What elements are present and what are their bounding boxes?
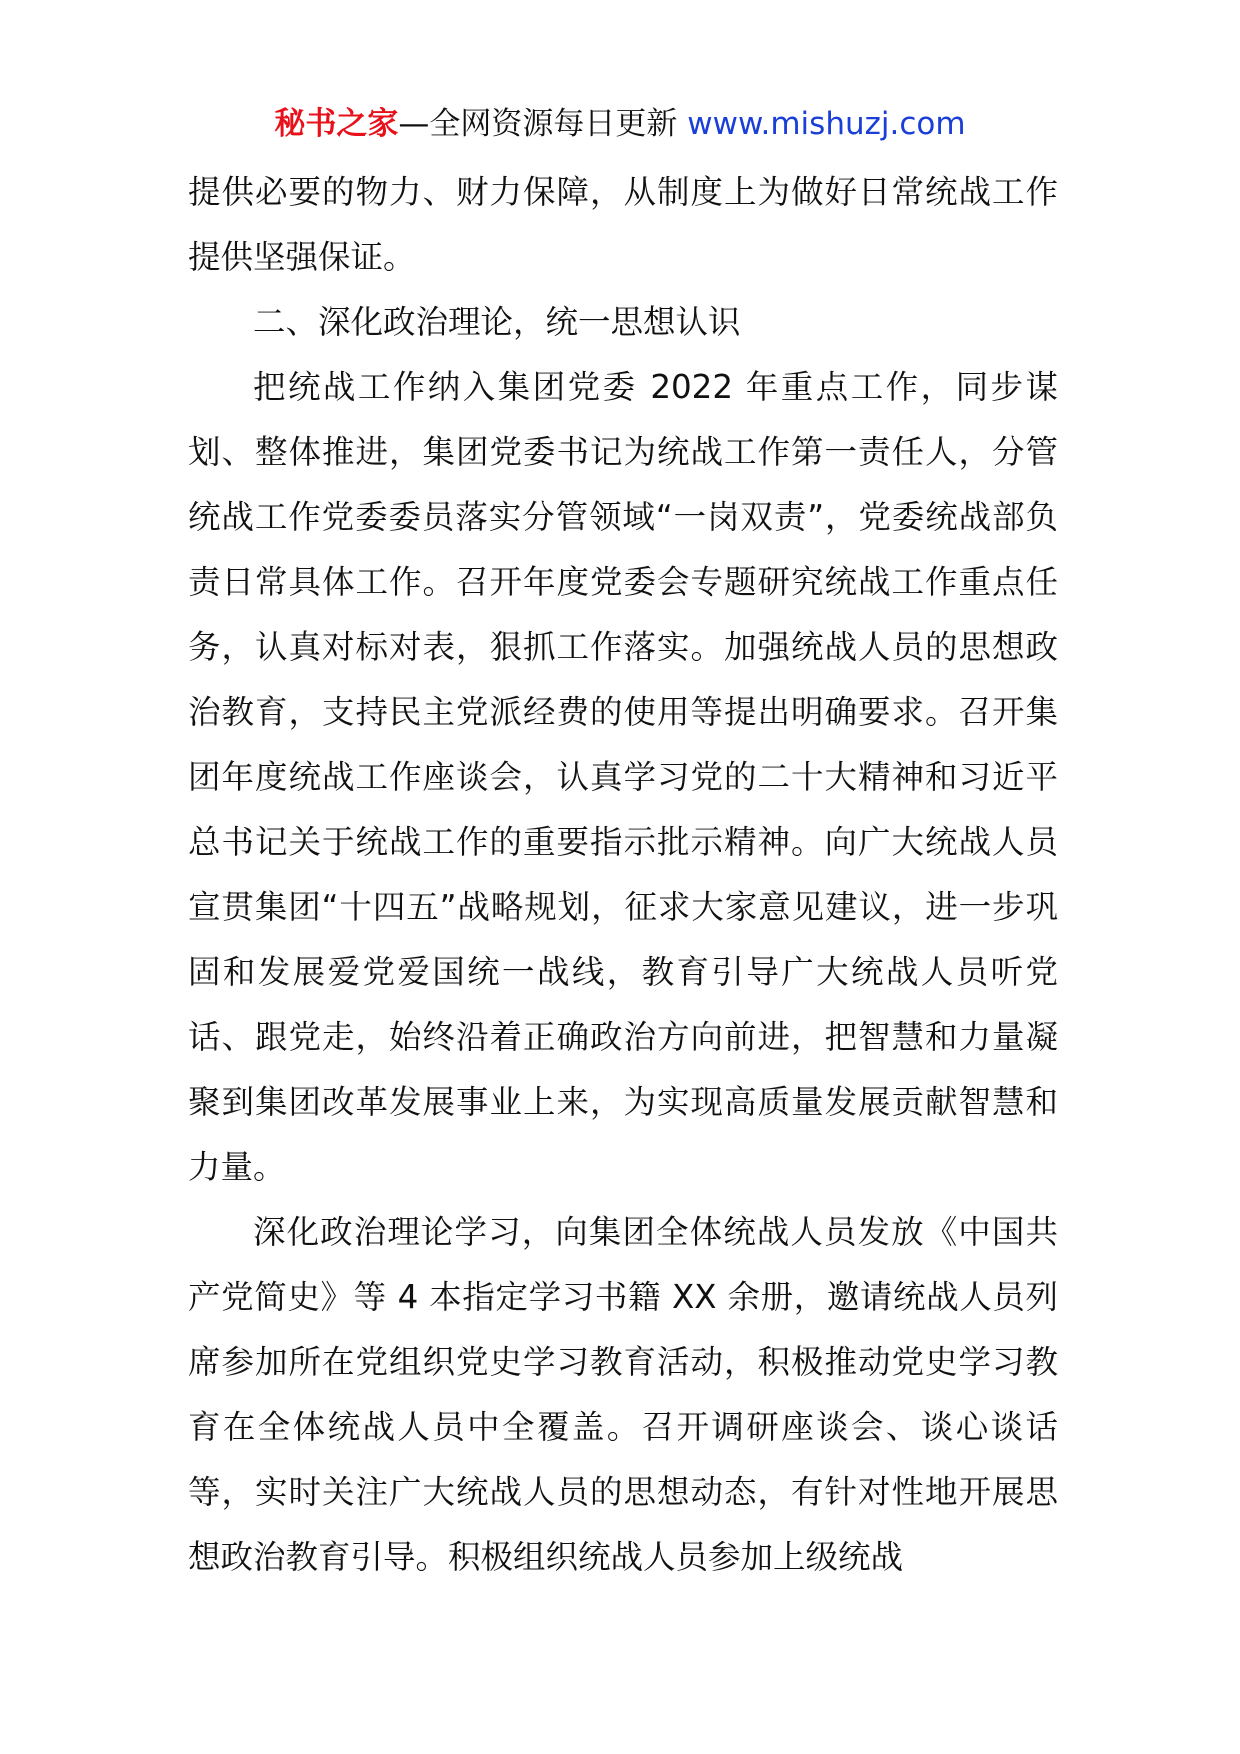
header-tagline: —全网资源每日更新 [398, 106, 688, 142]
section-heading: 二、深化政治理论，统一思想认识 [253, 303, 741, 341]
brand-name: 秘书之家 [274, 106, 399, 142]
watermark-header [0, 100, 1240, 148]
paragraph: 深化政治理论学习，向集团全体统战人员发放《中国共产党简史》等 4 本指定学习书籍 XX 余册，邀请统战人员列席参加所在党组织党史学习教育活动，积极推动党史学习教育在全体统战人员中全覆盖。召开调研座谈会、谈心谈话等，实时关注广大统战人员的思想动态，有针对性地开展思想政治教育引导。积极组织统战人员参加上级统战 [188, 1213, 1058, 1576]
paragraph: 把统战工作纳入集团党委 2022 年重点工作，同步谋划、整体推进，集团党委书记为统战工作第一责任人，分管统战工作党委委员落实分管领域“一岗双责”，党委统战部负责日常具体工作。召开年度党委会专题研究统战工作重点任务，认真对标对表，狠抓工作落实。加强统战人员的思想政治教育，支持民主党派经费的使用等提出明确要求。召开集团年度统战工作座谈会，认真学习党的二十大精神和习近平总书记关于统战工作的重要指示批示精神。向广大统战人员宣贯集团“十四五”战略规划，征求大家意见建议，进一步巩固和发展爱党爱国统一战线，教育引导广大统战人员听党话、跟党走，始终沿着正确政治方向前进，把智慧和力量凝聚到集团改革发展事业上来，为实现高质量发展贡献智慧和力量。 [188, 368, 1058, 1186]
document-body [188, 160, 1058, 1590]
site-url-link[interactable]: www.mishuzj.com [687, 106, 966, 142]
paragraph-continued: 提供必要的物力、财力保障，从制度上为做好日常统战工作提供坚强保证。 [188, 173, 1058, 276]
